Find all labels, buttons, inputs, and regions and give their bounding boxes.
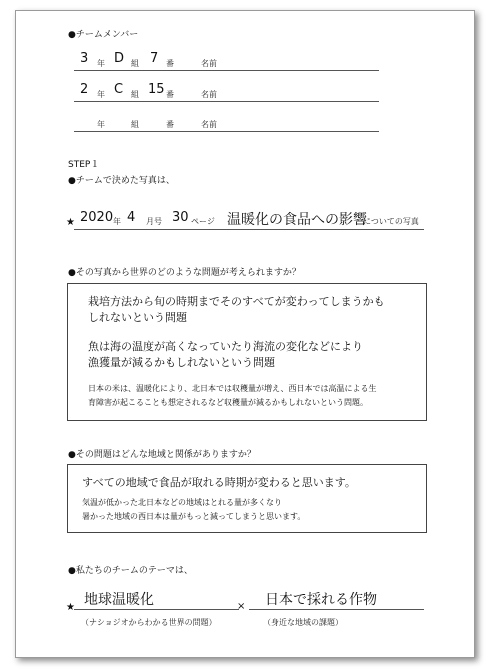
member-1-class[interactable]: D: [114, 51, 125, 66]
photo-month-unit: 月号: [146, 217, 162, 226]
class-label: 組: [131, 59, 139, 68]
photo-year-unit: 年: [113, 217, 121, 226]
problems-heading: ●その写真から世界のどのような問題が考えられますか？: [68, 268, 301, 278]
member-2-underline: [74, 101, 379, 102]
regions-note-line-2: 暑かった地域の西日本は量がもっと減ってしまうと思います。: [82, 512, 306, 521]
star-icon: ★: [66, 217, 75, 228]
team-members-heading: ●チームメンバー: [68, 30, 139, 40]
photo-topic-suffix: についての写真: [363, 217, 419, 226]
problem-line-1: 栽培方法から旬の時期までそのすべてが変わってしまうかも: [88, 295, 385, 308]
regions-note-line-1: 気温が低かった北日本などの地域はとれる量が多くなり: [82, 498, 282, 507]
theme-local-issue[interactable]: 日本で採れる作物: [265, 592, 377, 608]
theme-right-caption: （身近な地域の課題）: [263, 618, 343, 627]
year-label: 年: [97, 120, 105, 129]
year-label: 年: [97, 59, 105, 68]
number-label: 番: [166, 59, 174, 68]
problem-note-line-1: 日本の米は、温暖化により、北日本では収穫量が増え、西日本では高温による生: [88, 384, 377, 393]
year-label: 年: [97, 90, 105, 99]
member-2-number[interactable]: 15: [148, 82, 165, 97]
name-label: 名前: [201, 120, 217, 129]
number-label: 番: [166, 120, 174, 129]
star-icon: ★: [66, 602, 75, 613]
class-label: 組: [131, 90, 139, 99]
problem-line-4: 漁獲量が減るかもしれないという問題: [88, 356, 275, 369]
name-label: 名前: [201, 59, 217, 68]
photo-page-unit: ページ: [191, 217, 215, 226]
regions-answer-box[interactable]: [67, 464, 427, 533]
member-3-underline: [74, 131, 379, 132]
problem-line-3: 魚は海の温度が高くなっていたり海流の変化などにより: [88, 340, 363, 353]
theme-world-issue[interactable]: 地球温暖化: [84, 592, 154, 608]
theme-left-underline: [74, 609, 239, 610]
photo-year[interactable]: 2020: [80, 210, 114, 225]
member-1-year[interactable]: 3: [80, 51, 89, 66]
photo-heading: ●チームで決めた写真は、: [68, 176, 175, 186]
member-2-class[interactable]: C: [114, 82, 124, 97]
theme-left-caption: （ナショジオからわかる世界の問題）: [81, 618, 217, 627]
problem-line-2: しれないという問題: [88, 311, 187, 324]
theme-heading: ●私たちのチームのテーマは、: [68, 566, 193, 576]
step-label: STEP１: [68, 160, 100, 170]
member-1-number[interactable]: 7: [150, 51, 159, 66]
worksheet-page: [15, 10, 475, 658]
regions-heading: ●その問題はどんな地域と関係がありますか？: [68, 450, 256, 460]
problem-note-line-2: 育障害が起こることも想定されるなど収穫量が減るかもしれないという問題。: [88, 398, 368, 407]
number-label: 番: [166, 90, 174, 99]
class-label: 組: [131, 120, 139, 129]
theme-right-underline: [249, 609, 424, 610]
photo-underline: [74, 229, 424, 230]
name-label: 名前: [201, 90, 217, 99]
member-1-underline: [74, 70, 379, 71]
member-2-year[interactable]: 2: [80, 82, 89, 97]
regions-main-answer: すべての地域で食品が取れる時期が変わると思います。: [82, 476, 356, 489]
problems-answer-box[interactable]: [67, 283, 427, 421]
photo-month[interactable]: 4: [127, 210, 136, 225]
photo-page[interactable]: 30: [172, 210, 189, 225]
photo-topic[interactable]: 温暖化の食品への影響: [227, 212, 367, 228]
cross-icon: ×: [237, 601, 246, 612]
